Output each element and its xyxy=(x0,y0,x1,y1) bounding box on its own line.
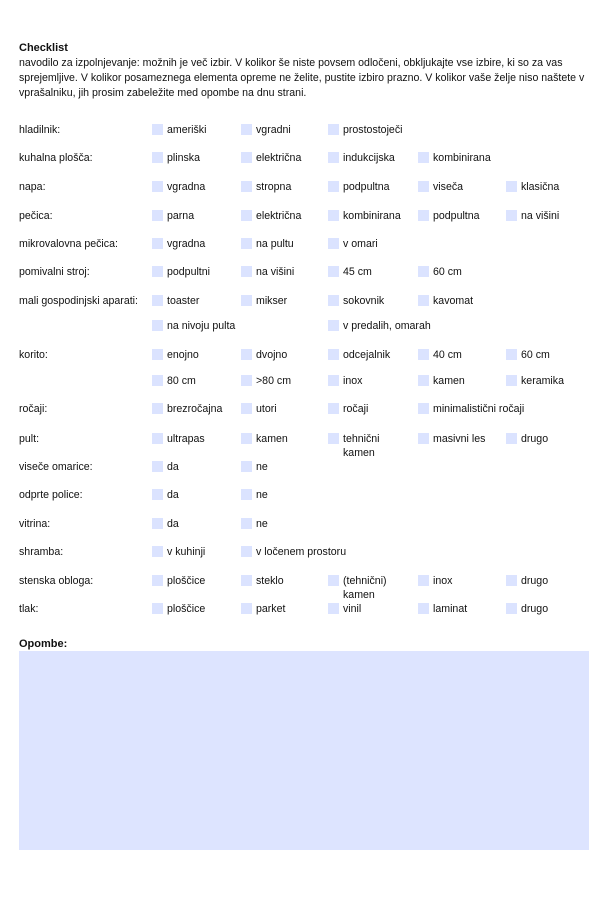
checkbox-label: prostostoječi xyxy=(343,124,403,136)
checkbox-label: ne xyxy=(256,518,268,530)
checkbox-option[interactable] xyxy=(152,294,199,308)
checkbox[interactable] xyxy=(152,152,163,163)
checkbox-label: podpultni xyxy=(167,266,211,278)
checkbox-option[interactable] xyxy=(241,123,291,137)
row-label: stenska obloga: xyxy=(19,575,94,587)
checkbox-label: kamen xyxy=(256,433,288,445)
row-label: mikrovalovna pečica: xyxy=(19,238,118,250)
checkbox-option[interactable] xyxy=(152,180,205,194)
checkbox-label: v omari xyxy=(343,238,378,250)
checkbox[interactable] xyxy=(328,403,339,414)
checkbox-option[interactable] xyxy=(152,602,205,616)
checkbox-option[interactable] xyxy=(241,517,268,531)
checkbox-option[interactable] xyxy=(506,209,559,223)
checkbox-label: laminat xyxy=(433,603,468,615)
checkbox[interactable] xyxy=(418,210,429,221)
checkbox-option[interactable] xyxy=(418,265,462,279)
checkbox[interactable] xyxy=(418,433,429,444)
checkbox-label: ne xyxy=(256,461,268,473)
row-label: pult: xyxy=(19,433,40,445)
checkbox[interactable] xyxy=(152,375,163,386)
instructions-text: navodilo za izpolnjevanje: možnih je več izbir. V kolikor še niste povsem odločeni, obkljukajte vse izbire, ki so za vas sprejemljive. V kolikor posameznega elementa opreme ne želite, pustite izbiro prazno. V kolikor vaše želje niso naštete v vprašalniku, jih prosim zabeležite med opombe na dnu strani. xyxy=(19,57,585,100)
checkbox-label: električna xyxy=(256,152,302,164)
checkbox-label: v ločenem prostoru xyxy=(256,546,347,558)
checkbox-option[interactable] xyxy=(328,294,384,308)
checkbox-option[interactable] xyxy=(152,209,194,223)
checkbox[interactable] xyxy=(152,295,163,306)
checkbox[interactable] xyxy=(418,375,429,386)
checkbox[interactable] xyxy=(506,181,517,192)
checkbox[interactable] xyxy=(328,210,339,221)
checkbox[interactable] xyxy=(328,320,339,331)
checkbox[interactable] xyxy=(241,152,252,163)
row-label: pomivalni stroj: xyxy=(19,266,90,278)
checkbox-option[interactable] xyxy=(328,180,390,194)
checkbox-label: brezročajna xyxy=(167,403,223,415)
checkbox[interactable] xyxy=(152,518,163,529)
checkbox-label: kombinirana xyxy=(433,152,491,164)
checkbox-label: 60 cm xyxy=(521,349,550,361)
checkbox[interactable] xyxy=(328,375,339,386)
checkbox-label: vgradna xyxy=(167,181,206,193)
checkbox-label: >80 cm xyxy=(256,375,292,387)
checkbox-label: ploščice xyxy=(167,603,206,615)
checkbox[interactable] xyxy=(506,210,517,221)
checkbox-label: kavomat xyxy=(433,295,474,307)
checkbox[interactable] xyxy=(152,403,163,414)
checkbox[interactable] xyxy=(152,575,163,586)
checkbox-option[interactable] xyxy=(328,374,362,388)
checkbox-label: odcejalnik xyxy=(343,349,391,361)
checkbox[interactable] xyxy=(152,124,163,135)
checkbox-option[interactable] xyxy=(152,319,235,333)
checkbox-option[interactable] xyxy=(152,432,205,446)
checkbox[interactable] xyxy=(241,546,252,557)
checkbox-label: kamen xyxy=(433,375,465,387)
checkbox[interactable] xyxy=(152,489,163,500)
checkbox[interactable] xyxy=(241,518,252,529)
checkbox[interactable] xyxy=(328,575,339,586)
checkbox-option[interactable] xyxy=(506,574,548,588)
checkbox[interactable] xyxy=(241,375,252,386)
checkbox-label: utori xyxy=(256,403,277,415)
checkbox-label: v predalih, omarah xyxy=(343,320,431,332)
checkbox-label: ameriški xyxy=(167,124,207,136)
checkbox[interactable] xyxy=(418,403,429,414)
checkbox-label: indukcijska xyxy=(343,152,395,164)
checkbox-label: na višini xyxy=(521,210,560,222)
checkbox[interactable] xyxy=(241,266,252,277)
checkbox-label: da xyxy=(167,518,179,530)
checkbox-label: keramika xyxy=(521,375,564,387)
checkbox-option[interactable] xyxy=(152,402,222,416)
checkbox-option[interactable] xyxy=(328,237,378,251)
checkbox[interactable] xyxy=(418,181,429,192)
checkbox-label: (tehnični) kamen xyxy=(343,575,387,601)
checkbox-label: na nivoju pulta xyxy=(167,320,236,332)
checkbox-option[interactable] xyxy=(152,460,179,474)
checkbox[interactable] xyxy=(506,433,517,444)
checkbox[interactable] xyxy=(506,575,517,586)
checkbox-option[interactable] xyxy=(241,460,268,474)
checkbox-option[interactable] xyxy=(418,151,491,165)
checkbox[interactable] xyxy=(328,295,339,306)
checkbox-label: kombinirana xyxy=(343,210,401,222)
checkbox-label: 40 cm xyxy=(433,349,462,361)
checkbox-option[interactable] xyxy=(241,265,294,279)
checkbox-option[interactable] xyxy=(152,151,200,165)
checkbox-label: plinska xyxy=(167,152,200,164)
checkbox-label: drugo xyxy=(521,575,549,587)
checkbox-option[interactable] xyxy=(506,602,548,616)
checkbox-label: na višini xyxy=(256,266,295,278)
row-label: odprte police: xyxy=(19,489,83,501)
checkbox[interactable] xyxy=(328,152,339,163)
checkbox-option[interactable] xyxy=(328,123,402,137)
checkbox[interactable] xyxy=(418,152,429,163)
checkbox[interactable] xyxy=(241,575,252,586)
checkbox[interactable] xyxy=(328,433,339,444)
row-label: viseče omarice: xyxy=(19,461,93,473)
checkbox[interactable] xyxy=(241,238,252,249)
checkbox[interactable] xyxy=(418,603,429,614)
checkbox-label: ne xyxy=(256,489,268,501)
checkbox-label: klasična xyxy=(521,181,560,193)
checkbox-option[interactable] xyxy=(152,488,179,502)
checkbox[interactable] xyxy=(152,349,163,360)
checkbox-label: inox xyxy=(343,375,363,387)
checkbox[interactable] xyxy=(152,603,163,614)
checkbox[interactable] xyxy=(328,266,339,277)
checkbox-label: 60 cm xyxy=(433,266,462,278)
checkbox-label: parna xyxy=(167,210,195,222)
checkbox-option[interactable] xyxy=(328,348,390,362)
checkbox-label: 80 cm xyxy=(167,375,196,387)
checkbox[interactable] xyxy=(506,349,517,360)
checkbox-label: podpultna xyxy=(433,210,480,222)
checkbox-option[interactable] xyxy=(418,180,463,194)
checkbox-option[interactable] xyxy=(152,574,205,588)
row-label: pečica: xyxy=(19,210,53,222)
checkbox-option[interactable] xyxy=(152,517,179,531)
checkbox-label: stropna xyxy=(256,181,292,193)
checkbox-label: viseča xyxy=(433,181,464,193)
checkbox-option[interactable] xyxy=(328,319,431,333)
checkbox[interactable] xyxy=(152,546,163,557)
checkbox-label: enojno xyxy=(167,349,199,361)
checkbox-option[interactable] xyxy=(241,151,301,165)
row-label: kuhalna plošča: xyxy=(19,152,93,164)
checkbox-label: ultrapas xyxy=(167,433,205,445)
checkbox-option[interactable] xyxy=(152,237,205,251)
checkbox[interactable] xyxy=(241,295,252,306)
page-title: Checklist xyxy=(19,42,68,54)
checkbox-label: drugo xyxy=(521,433,549,445)
checkbox-label: 45 cm xyxy=(343,266,372,278)
row-label: vitrina: xyxy=(19,518,51,530)
checkbox-option[interactable] xyxy=(506,180,559,194)
checkbox-option[interactable] xyxy=(506,374,564,388)
checkbox[interactable] xyxy=(241,603,252,614)
checkbox-label: električna xyxy=(256,210,302,222)
checkbox[interactable] xyxy=(152,320,163,331)
checkbox-label: toaster xyxy=(167,295,200,307)
checkbox-option[interactable] xyxy=(241,488,268,502)
row-label: hladilnik: xyxy=(19,124,61,136)
checkbox-label: da xyxy=(167,489,179,501)
checkbox-option[interactable] xyxy=(152,545,205,559)
checkbox[interactable] xyxy=(418,295,429,306)
checkbox[interactable] xyxy=(241,403,252,414)
checkbox-option[interactable] xyxy=(241,574,284,588)
checkbox-label: parket xyxy=(256,603,286,615)
checkbox[interactable] xyxy=(241,349,252,360)
checkbox-label: vinil xyxy=(343,603,362,615)
checkbox[interactable] xyxy=(241,461,252,472)
checkbox[interactable] xyxy=(418,575,429,586)
checkbox[interactable] xyxy=(328,238,339,249)
checkbox-option[interactable] xyxy=(241,294,287,308)
checkbox-option[interactable] xyxy=(418,348,462,362)
row-label: napa: xyxy=(19,181,46,193)
checkbox-label: ploščice xyxy=(167,575,206,587)
checkbox[interactable] xyxy=(152,238,163,249)
checkbox-option[interactable] xyxy=(328,151,395,165)
checkbox-option[interactable] xyxy=(418,402,524,416)
checkbox-label: podpultna xyxy=(343,181,390,193)
checkbox-option[interactable] xyxy=(506,348,550,362)
row-label: ročaji: xyxy=(19,403,48,415)
checkbox[interactable] xyxy=(152,266,163,277)
checkbox-label: masivni les xyxy=(433,433,486,445)
checkbox-option[interactable] xyxy=(152,265,210,279)
checkbox-label: inox xyxy=(433,575,453,587)
checkbox[interactable] xyxy=(152,210,163,221)
checkbox-label: minimalistični ročaji xyxy=(433,403,525,415)
checkbox-label: steklo xyxy=(256,575,284,587)
checkbox-option[interactable] xyxy=(418,294,473,308)
checkbox-label: tehnični kamen xyxy=(343,433,380,459)
checkbox-option[interactable] xyxy=(152,123,206,137)
checkbox-option[interactable] xyxy=(418,374,465,388)
checkbox-option[interactable] xyxy=(418,602,467,616)
checkbox-option[interactable] xyxy=(328,574,403,602)
checkbox[interactable] xyxy=(506,603,517,614)
row-label: shramba: xyxy=(19,546,64,558)
checkbox-label: vgradna xyxy=(167,238,206,250)
checkbox-label: vgradni xyxy=(256,124,291,136)
checkbox-label: ročaji xyxy=(343,403,369,415)
checkbox[interactable] xyxy=(241,124,252,135)
checkbox-label: v kuhinji xyxy=(167,546,206,558)
checkbox[interactable] xyxy=(152,181,163,192)
checkbox-option[interactable] xyxy=(418,209,480,223)
checkbox[interactable] xyxy=(328,349,339,360)
row-label: korito: xyxy=(19,349,48,361)
checkbox-option[interactable] xyxy=(241,432,288,446)
checkbox-option[interactable] xyxy=(328,602,361,616)
notes-field[interactable] xyxy=(19,651,589,850)
checkbox-option[interactable] xyxy=(418,574,452,588)
checkbox[interactable] xyxy=(241,210,252,221)
row-label: tlak: xyxy=(19,603,39,615)
checkbox-option[interactable] xyxy=(241,402,277,416)
checkbox-label: da xyxy=(167,461,179,473)
checkbox-option[interactable] xyxy=(241,180,291,194)
checkbox[interactable] xyxy=(152,461,163,472)
checkbox-option[interactable] xyxy=(241,374,291,388)
checkbox-option[interactable] xyxy=(152,374,196,388)
checkbox[interactable] xyxy=(241,489,252,500)
checkbox[interactable] xyxy=(328,124,339,135)
checkbox-option[interactable] xyxy=(241,348,287,362)
checkbox-option[interactable] xyxy=(328,402,368,416)
checkbox-option[interactable] xyxy=(241,545,346,559)
checkbox-option[interactable] xyxy=(152,348,199,362)
checkbox[interactable] xyxy=(418,349,429,360)
checkbox-option[interactable] xyxy=(328,432,403,460)
checkbox-label: na pultu xyxy=(256,238,294,250)
checkbox-label: dvojno xyxy=(256,349,288,361)
checkbox-option[interactable] xyxy=(506,432,548,446)
checkbox-label: drugo xyxy=(521,603,549,615)
checkbox[interactable] xyxy=(328,603,339,614)
checkbox-option[interactable] xyxy=(241,602,285,616)
checkbox-label: mikser xyxy=(256,295,288,307)
checkbox-option[interactable] xyxy=(328,209,401,223)
checkbox-option[interactable] xyxy=(241,209,301,223)
checkbox[interactable] xyxy=(152,433,163,444)
checkbox-option[interactable] xyxy=(241,237,294,251)
row-label: mali gospodinjski aparati: xyxy=(19,295,138,307)
checkbox[interactable] xyxy=(506,375,517,386)
checkbox-option[interactable] xyxy=(418,432,485,446)
checkbox-label: sokovnik xyxy=(343,295,385,307)
checkbox[interactable] xyxy=(241,433,252,444)
checkbox[interactable] xyxy=(328,181,339,192)
checkbox-option[interactable] xyxy=(328,265,372,279)
notes-label: Opombe: xyxy=(19,638,68,650)
checkbox[interactable] xyxy=(241,181,252,192)
checkbox[interactable] xyxy=(418,266,429,277)
